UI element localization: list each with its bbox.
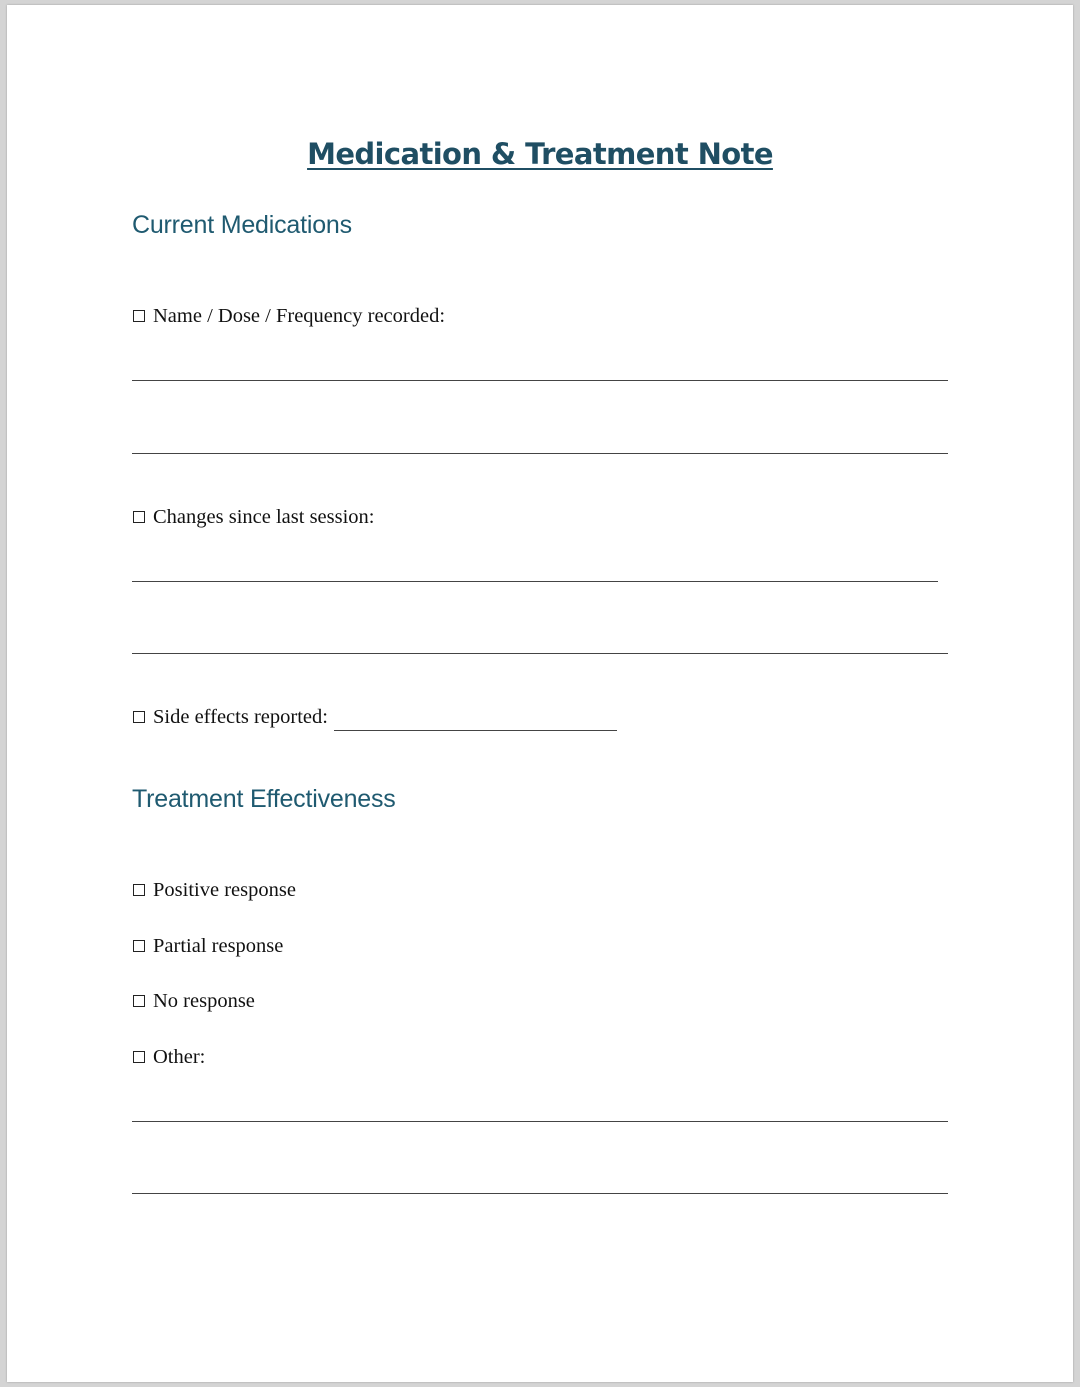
checklist-item-label: Other: [153,1046,206,1068]
fill-in-line[interactable] [132,653,948,654]
checklist-item-changes [133,506,375,529]
checklist-item-label: Positive response [153,879,296,901]
section-heading-current-medications: Current Medications [132,211,352,239]
checkbox-side-effects[interactable] [133,711,145,723]
checkbox-none[interactable] [133,995,145,1007]
checklist-item-partial [133,935,283,958]
checklist-item-label: Changes since last session: [153,506,375,528]
checkbox-other[interactable] [133,1051,145,1063]
fill-in-line[interactable] [132,453,948,454]
section-heading-treatment-effectiveness: Treatment Effectiveness [132,785,396,813]
checklist-item-other [133,1046,205,1069]
checklist-item-name-dose [133,305,445,328]
checklist-item-label: Name / Dose / Frequency recorded: [153,305,446,327]
checkbox-positive[interactable] [133,884,145,896]
fill-in-line[interactable] [132,1193,948,1194]
checklist-item-label: No response [153,990,255,1012]
document-page [7,5,1073,1382]
side-effects-fill-in-line[interactable] [334,712,617,731]
checkbox-partial[interactable] [133,940,145,952]
fill-in-line[interactable] [132,581,938,582]
fill-in-line[interactable] [132,380,948,381]
checkbox-name-dose[interactable] [133,310,145,322]
checklist-item-none [133,990,255,1013]
fill-in-line[interactable] [132,1121,948,1122]
checklist-item-label: Partial response [153,935,284,957]
checklist-item-label: Side effects reported: [153,706,328,728]
checkbox-changes[interactable] [133,511,145,523]
checklist-item-side-effects [133,706,617,729]
document-title: Medication & Treatment Note [307,137,773,171]
checklist-item-positive [133,879,296,902]
